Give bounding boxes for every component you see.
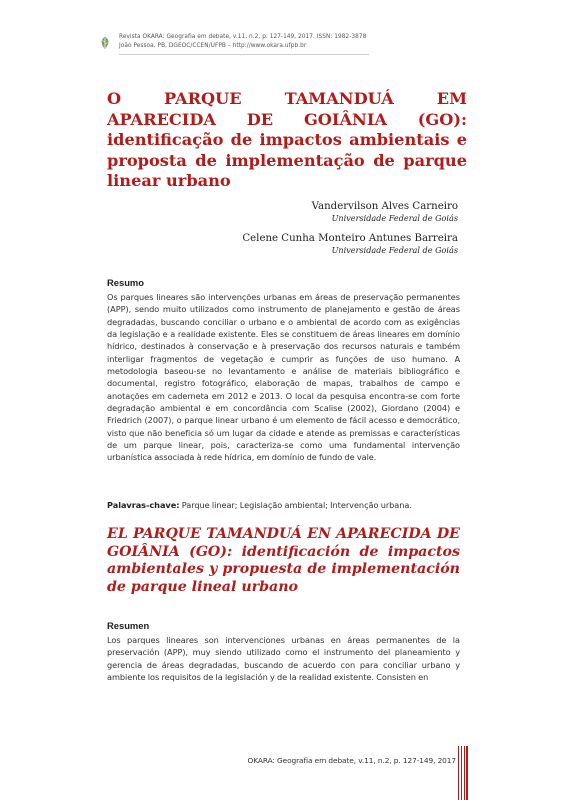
author-list bbox=[158, 200, 458, 264]
abstract-text: Os parques lineares são intervenções urbanas em áreas de preservação permanentes (APP), sendo muito utilizados como instrumento de planejamento e gestão de áreas degradadas, buscando conciliar o urbano e o ambiental de acordo com as exigências da legislação e a realidade existente. Eles se constituem de áreas lineares em domínio hídrico, destinados à conservação e à preservação dos recursos naturais e também interligar fragmentos de vegetação e cumprir as funções de uso humano. A metodologia baseou-se no levantamento e análise de materiais bibliográfico e documental, registro fotográfico, elaboração de mapas, trabalhos de campo e anotações em caderneta em 2012 e 2013. O local da pesquisa encontra-se com forte degradação ambiental e em concordância com Scalise (2002), Giordano (2004) e Friedrich (2007), o parque linear urbano é um elemento de fácil acesso e democrático, visto que não beneficia só um lugar da cidade e atende as premissas e características de um parque linear, pois, caracteriza-se como uma fundamental intervenção urbanística associada à rede hídrica, em domínio de fundo de vale. bbox=[107, 292, 460, 463]
author-affiliation: Universidade Federal de Goiás bbox=[331, 245, 458, 255]
keywords bbox=[107, 500, 460, 510]
journal-location: João Pessoa, PB, DGEOC/CCEN/UFPB – http://www.okara.ufpb.br bbox=[119, 43, 307, 49]
keywords-label: Palavras-chave: bbox=[107, 500, 180, 510]
article-title: O PARQUE TAMANDUÁ EM APARECIDA DE GOIÂNIA (GO): identificação de impactos ambientais e proposta de implementação de parque linear urbano bbox=[107, 89, 467, 191]
okara-leaf-logo-icon bbox=[98, 36, 112, 50]
page-footer: OKARA: Geografia em debate, v.11, n.2, p. 127-149, 2017 bbox=[247, 756, 456, 765]
header-divider bbox=[119, 54, 369, 55]
resumen-text: Los parques lineares son intervenciones urbanas en áreas permanentes de la preservación (APP), muy siendo utilizado como el instrumento del planeamiento y gerencia de áreas degradadas, buscando de acuerdo con para conciliar urbano y ambiente los requisitos de la legislación y de la realidad existente. Consisten en bbox=[107, 635, 460, 682]
article-title-spanish: EL PARQUE TAMANDUÁ EN APARECIDA DE GOIÂNIA (GO): identificación de impactos ambientales y propuesta de implementación de parque lineal urbano bbox=[107, 526, 460, 595]
author-affiliation: Universidade Federal de Goiás bbox=[331, 213, 458, 223]
keywords-text: Parque linear; Legislação ambiental; Intervenção urbana. bbox=[181, 500, 412, 510]
resumen-heading: Resumen bbox=[107, 620, 150, 631]
abstract-heading: Resumo bbox=[107, 277, 144, 288]
footer-accent-bars bbox=[458, 746, 468, 800]
author-name: Celene Cunha Monteiro Antunes Barreira bbox=[242, 233, 458, 244]
journal-citation: Revista OKARA: Geografia em debate, v.11, n.2, p. 127-149, 2017. ISSN: 1982-3878 bbox=[119, 34, 367, 40]
author-name: Vandervilson Alves Carneiro bbox=[311, 201, 458, 212]
